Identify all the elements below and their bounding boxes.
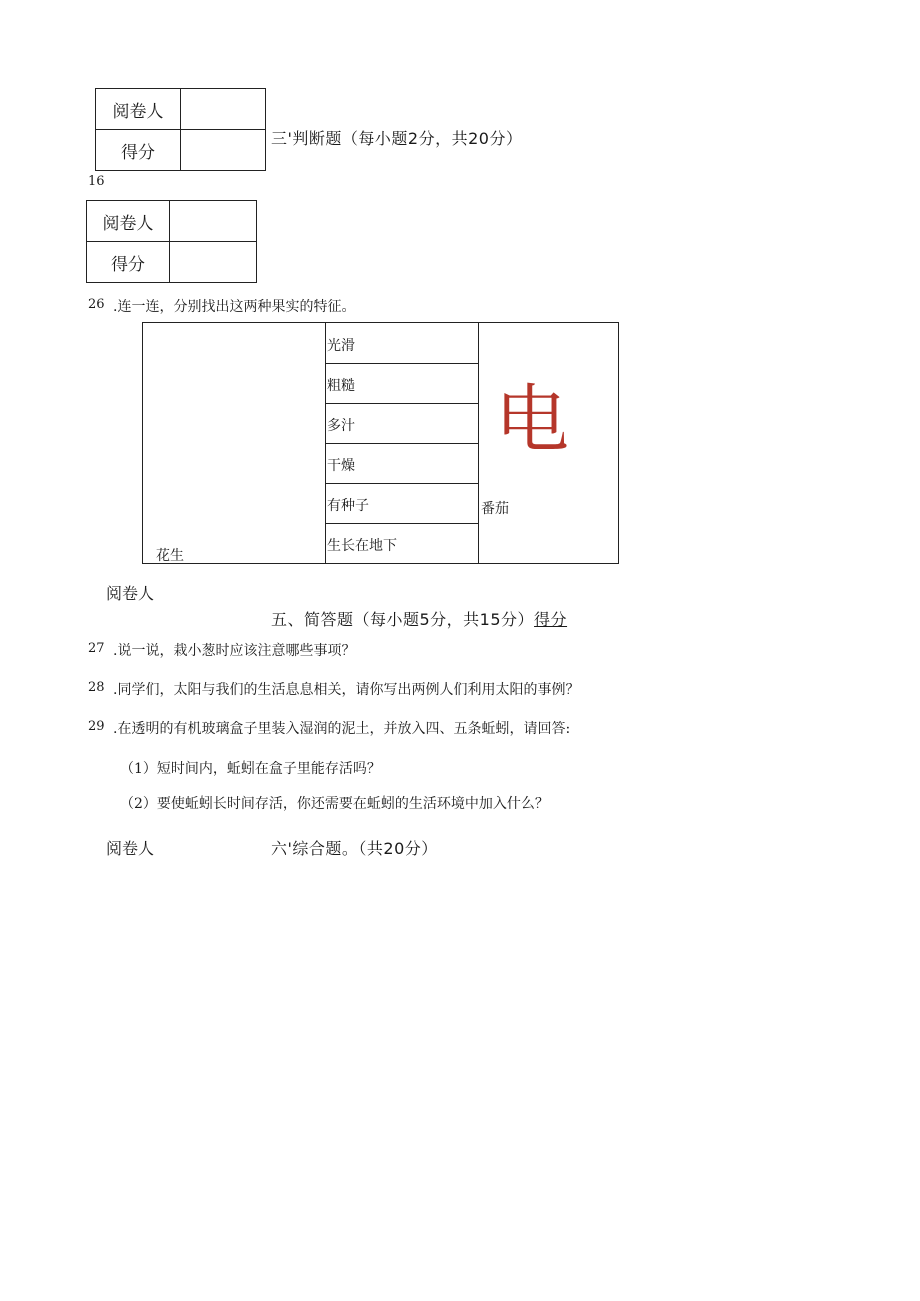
section5-title-text: 五、简答题（每小题5分，共15分） [271,610,535,629]
question16-number: 16 [88,174,105,189]
matching-table [142,322,619,564]
score-box-2 [86,200,257,283]
question26-number: 26 [88,297,105,312]
score-box-1 [95,88,266,171]
section5-score-label: 得分 [534,610,568,629]
row-divider [325,363,478,364]
score-cell[interactable] [181,130,266,171]
grader-label: 阅卷人 [96,89,181,130]
grader-cell[interactable] [181,89,266,130]
feature-item[interactable]: 有种子 [327,498,369,514]
feature-item[interactable]: 多汁 [327,418,355,434]
row-divider [325,403,478,404]
row-divider [325,483,478,484]
question29-number: 29 [88,719,105,734]
question26-text: .连一连，分别找出这两种果实的特征。 [113,299,356,315]
question29-text: .在透明的有机玻璃盒子里装入湿润的泥土，并放入四、五条蚯蚓，请回答: [113,721,571,737]
question28-number: 28 [88,680,105,695]
feature-item[interactable]: 生长在地下 [327,538,397,554]
score-label: 得分 [87,242,170,283]
section5-grader-label: 阅卷人 [106,584,155,603]
question28-text: .同学们，太阳与我们的生活息息相关，请你写出两例人们利用太阳的事例？ [113,682,580,698]
feature-item[interactable]: 粗糙 [327,378,355,394]
score-cell[interactable] [170,242,257,283]
fruit-label-tomato[interactable]: 番茄 [481,501,509,517]
tomato-image-placeholder: 电 [495,377,569,463]
feature-item[interactable]: 光滑 [327,338,355,354]
score-label: 得分 [96,130,181,171]
feature-item[interactable]: 干燥 [327,458,355,474]
row-divider [325,443,478,444]
grader-cell[interactable] [170,201,257,242]
grader-label: 阅卷人 [87,201,170,242]
section6-title: 六'综合题。（共20分） [271,839,438,858]
divider [478,323,479,563]
section3-title: 三'判断题（每小题2分，共20分） [271,129,523,148]
section6-grader-label: 阅卷人 [106,839,155,858]
section5-title [271,607,567,630]
question29-sub2: （2）要使蚯蚓长时间存活，你还需要在蚯蚓的生活环境中加入什么？ [120,796,549,812]
question27-text: .说一说，栽小葱时应该注意哪些事项？ [113,643,356,659]
fruit-label-peanut[interactable]: 花生 [156,548,184,564]
question29-sub1: （1）短时间内，蚯蚓在盒子里能存活吗？ [120,761,381,777]
row-divider [325,523,478,524]
question27-number: 27 [88,641,105,656]
